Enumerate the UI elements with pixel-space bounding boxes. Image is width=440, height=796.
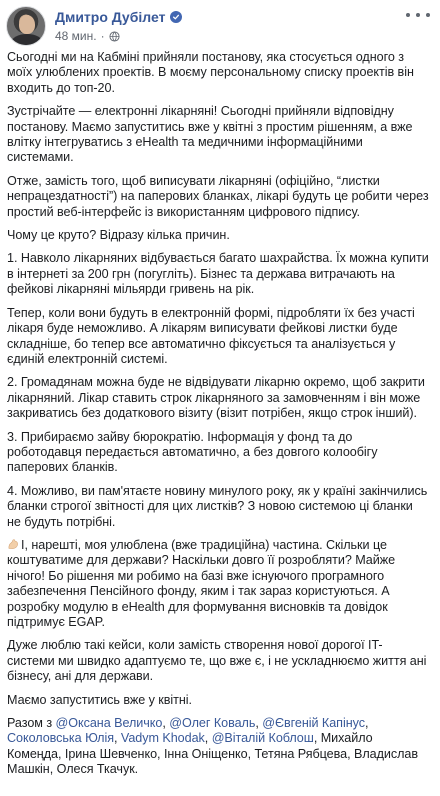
mention-link[interactable]: @Віталій Коблош <box>211 731 314 746</box>
tag-separator: , <box>49 762 57 777</box>
mention-link[interactable]: @Оксана Величко <box>55 716 163 731</box>
tag-end: . <box>134 762 139 777</box>
post-paragraph: Зустрічайте — електронні лікарняні! Сьогодні прийняли відповідну постанову. Маємо запуститись вже у квітні з простим рішенням, а вже влітку інтегруватись з eHealth та медичними інформаційними системами. <box>7 104 413 165</box>
tag-separator: , <box>204 731 212 746</box>
post-paragraph: 1. Навколо лікарняних відбувається багато шахрайства. Їх можна купити в інтернеті за 200 грн (погугліть). Бізнес та держава витрачають на фейкові лікарняні мільярди гривень на рік. <box>7 251 429 297</box>
post-header <box>6 6 434 50</box>
author-avatar[interactable] <box>6 6 46 46</box>
post-paragraph-emoji <box>7 538 430 630</box>
post-paragraph: Маємо запуститись вже у квітні. <box>7 692 192 707</box>
post-paragraph: 2. Громадянам можна буде не відвідувати лікарню окремо, щоб закрити лікарняний. Лікар ставить строк лікарняного за замовченням і він може закриватись без додаткового візиту (візит потрібен, якщо строк інший). <box>7 375 425 421</box>
tagged-name: Інна Оніщенко <box>163 746 248 761</box>
mention-link[interactable]: @Євгеній Капінус <box>262 716 365 731</box>
tag-separator: , <box>162 716 170 731</box>
avatar-shoulders <box>11 34 43 46</box>
tagged-people <box>7 716 430 778</box>
tag-separator: , <box>255 716 263 731</box>
mention-link[interactable]: Vadym Khodak <box>120 731 205 746</box>
flexed-biceps-emoji-icon <box>7 538 19 550</box>
tag-separator: , <box>157 746 164 761</box>
mention-link[interactable]: @Олег Коваль <box>169 716 256 731</box>
more-options-icon[interactable] <box>406 8 430 22</box>
avatar-face <box>19 15 35 34</box>
globe-icon[interactable] <box>109 31 120 42</box>
tag-separator: , <box>57 746 65 761</box>
tag-separator: , <box>364 716 369 731</box>
post-paragraph: Сьогодні ми на Кабміні прийняли постанову, яка стосується одного з моїх улюблених проектів. В моєму персональному списку проектів він входить до топ-20. <box>7 50 414 95</box>
post-paragraph: Отже, замість того, щоб виписувати лікарняні (офіційно, “листки непрацездатності”) на паперових бланках, лікарі будуть це робити через простий веб-інтерфейс із використанням цифрового підпису. <box>7 173 429 219</box>
post-paragraph: 3. Прибираємо зайву бюрократію. Інформація у фонд та до роботодавця передається автоматично, а без довгого колообігу паперових бланків. <box>7 429 378 475</box>
author-name[interactable]: Дмитро Дубілет <box>55 9 166 25</box>
post-body <box>6 50 434 778</box>
tagged-name: Владислав Машкін <box>7 746 418 777</box>
tagged-name: Тетяна Рябцева <box>254 746 348 761</box>
post-paragraph: Дуже люблю такі кейси, коли замість створення нової дорогої IT-системи ми швидко адаптуємо те, що вже є, і не ускладнюємо життя ані бізнесу, ані для держави. <box>7 638 427 684</box>
tag-separator: , <box>347 746 354 761</box>
tag-intro: Разом з <box>7 716 56 731</box>
author-row <box>55 7 182 27</box>
tag-separator: , <box>247 746 255 761</box>
post-time[interactable]: 48 мин. <box>55 29 97 43</box>
post-meta <box>55 6 182 44</box>
post-paragraph: Чому це круто? Відразу кілька причин. <box>7 228 230 243</box>
mention-link[interactable]: Соколовська Юлія <box>7 731 114 746</box>
tagged-name: Ірина Шевченко <box>64 746 158 761</box>
verified-badge-icon <box>170 11 182 23</box>
tagged-name: Олеся Ткачук <box>56 762 135 777</box>
time-row <box>55 28 182 44</box>
post-paragraph-text: І, нарешті, моя улюблена (вже традиційна) частина. Скільки це коштуватиме для держави? Наскільки довго її розробляти? Майже нічого! Бо рішення ми робимо на базі вже існуючого програмного забезпечення Пенсійного фонду, яким і так зараз користуються. А розробку модулю в eHealth для формування висновків та довідок підтримує EGAP. <box>7 537 396 629</box>
tagged-name: Михайло Комеңда <box>7 731 373 761</box>
meta-separator: · <box>100 29 105 43</box>
tag-separator: , <box>114 731 121 746</box>
tag-separator: , <box>313 731 321 746</box>
post-paragraph: Тепер, коли вони будуть в електронній формі, підробляти їх без участі лікаря буде неможливо. А лікарям виписувати фейкові листки буде складніше, бо тепер все автоматично фіксується та аналізується у єдиній електронній системі. <box>7 305 415 366</box>
post-paragraph: 4. Можливо, ви пам'ятаєте новину минулого року, як у країні закінчились бланки строгої звітності для цих листків? З новою системою ці бланки не будуть потрібні. <box>7 483 428 529</box>
